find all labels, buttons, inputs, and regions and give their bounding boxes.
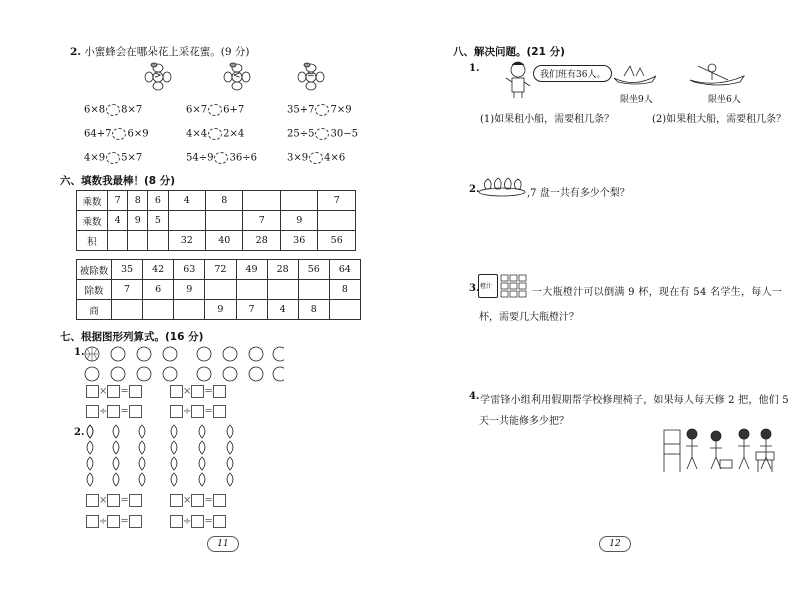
speech-bubble: 我们班有36人。 xyxy=(533,65,612,82)
juice-bottle-icon: 橙汁 xyxy=(478,274,498,298)
equation-mul: × = xyxy=(170,385,226,398)
compare-row: 3×9 4×6 xyxy=(287,152,346,164)
cloud-blank[interactable] xyxy=(208,128,222,140)
flower-less-icon xyxy=(222,62,252,90)
cloud-blank[interactable] xyxy=(315,104,329,116)
compare-row: 4×9 5×7 xyxy=(84,152,143,164)
flower-symbol: > xyxy=(154,71,162,81)
cloud-blank[interactable] xyxy=(309,152,323,164)
p3-line1: 一大瓶橙汁可以倒满 9 杯，现在有 54 名学生，每人一 xyxy=(532,287,783,298)
section8-title: 八、解决问题。(21 分) xyxy=(453,46,565,58)
p1-question2: (2)如果租大船，需要租几条？ xyxy=(652,114,787,125)
p3-line2: 杯，需要几大瓶橙汁？ xyxy=(479,312,579,323)
compare-row: 4×4 2×4 xyxy=(186,128,245,140)
table-row: 积 32 40 28 36 56 xyxy=(77,231,356,251)
cloud-blank[interactable] xyxy=(106,104,120,116)
table-row: 乘数 4 9 5 7 9 xyxy=(77,211,356,231)
cloud-blank[interactable] xyxy=(214,152,228,164)
s7-q1-number: 1. xyxy=(74,347,85,358)
cups-icon xyxy=(500,274,528,298)
compare-row: 64+7 6×9 xyxy=(84,128,149,140)
equation-mul: × = xyxy=(86,494,142,507)
cloud-blank[interactable] xyxy=(106,152,120,164)
p2-text: ,7 盘一共有多少个梨？ xyxy=(527,188,630,199)
p4-line2: 天一共能修多少把？ xyxy=(479,416,569,427)
small-boat-limit: 限坐9人 xyxy=(620,95,653,105)
table-row: 商 9 7 4 8 xyxy=(77,300,361,320)
p1-number: 1. xyxy=(469,63,480,74)
s7-q2-number: 2. xyxy=(74,427,85,438)
big-boat-icon xyxy=(688,62,746,90)
compare-row: 25÷5 30−5 xyxy=(287,128,358,140)
cloud-blank[interactable] xyxy=(208,104,222,116)
p4-line1: 学雷锋小组利用假期帮学校修理椅子，如果每人每天修 2 把，他们 5 xyxy=(480,395,789,406)
q2-text: 小蜜蜂会在哪朵花上采花蜜。(9 分) xyxy=(84,46,250,58)
equation-mul: × = xyxy=(170,494,226,507)
p3-number: 3. xyxy=(469,283,480,294)
equation-div: ÷ = xyxy=(170,515,226,528)
flower-greater-icon xyxy=(143,62,173,90)
leaves-grid-icon xyxy=(84,424,244,490)
flower-symbol: < xyxy=(233,71,241,81)
cloud-blank[interactable] xyxy=(112,128,126,140)
flower-equal-icon xyxy=(296,62,326,90)
compare-row: 35+7 7×9 xyxy=(287,104,352,116)
equation-div: ÷ = xyxy=(170,405,226,418)
page-number-right: 12 xyxy=(599,536,631,552)
small-boat-icon xyxy=(612,64,658,88)
p2-number: 2. xyxy=(469,184,480,195)
compare-row: 54÷9 36÷6 xyxy=(186,152,257,164)
boy-figure-icon xyxy=(504,60,534,100)
balls-grid-icon xyxy=(84,346,284,382)
q2-number: 2. xyxy=(70,46,81,58)
equation-mul: × = xyxy=(86,385,142,398)
multiplication-table xyxy=(76,190,356,251)
cloud-blank[interactable] xyxy=(315,128,329,140)
p4-number: 4. xyxy=(469,391,480,402)
compare-row: 6×7 6+7 xyxy=(186,104,245,116)
equation-div: ÷ = xyxy=(86,405,142,418)
pear-plate-icon xyxy=(478,172,526,198)
compare-row: 6×8 8×7 xyxy=(84,104,143,116)
page-number-left: 11 xyxy=(207,536,239,552)
flower-symbol: = xyxy=(307,71,315,81)
big-boat-limit: 限坐6人 xyxy=(708,95,741,105)
p1-question1: (1)如果租小船，需要租几条？ xyxy=(480,114,615,125)
equation-div: ÷ = xyxy=(86,515,142,528)
table-row: 除数 7 6 9 8 xyxy=(77,280,361,300)
table-row: 被除数 35 42 63 72 49 28 56 64 xyxy=(77,260,361,280)
q2-title xyxy=(70,44,250,59)
section6-title: 六、填数我最棒！(8 分) xyxy=(60,175,176,187)
section7-title: 七、根据图形列算式。(16 分) xyxy=(60,331,204,343)
table-row: 乘数 7 8 6 4 8 7 xyxy=(77,191,356,211)
kids-repairing-chairs-icon xyxy=(660,424,782,476)
division-table xyxy=(76,259,361,320)
